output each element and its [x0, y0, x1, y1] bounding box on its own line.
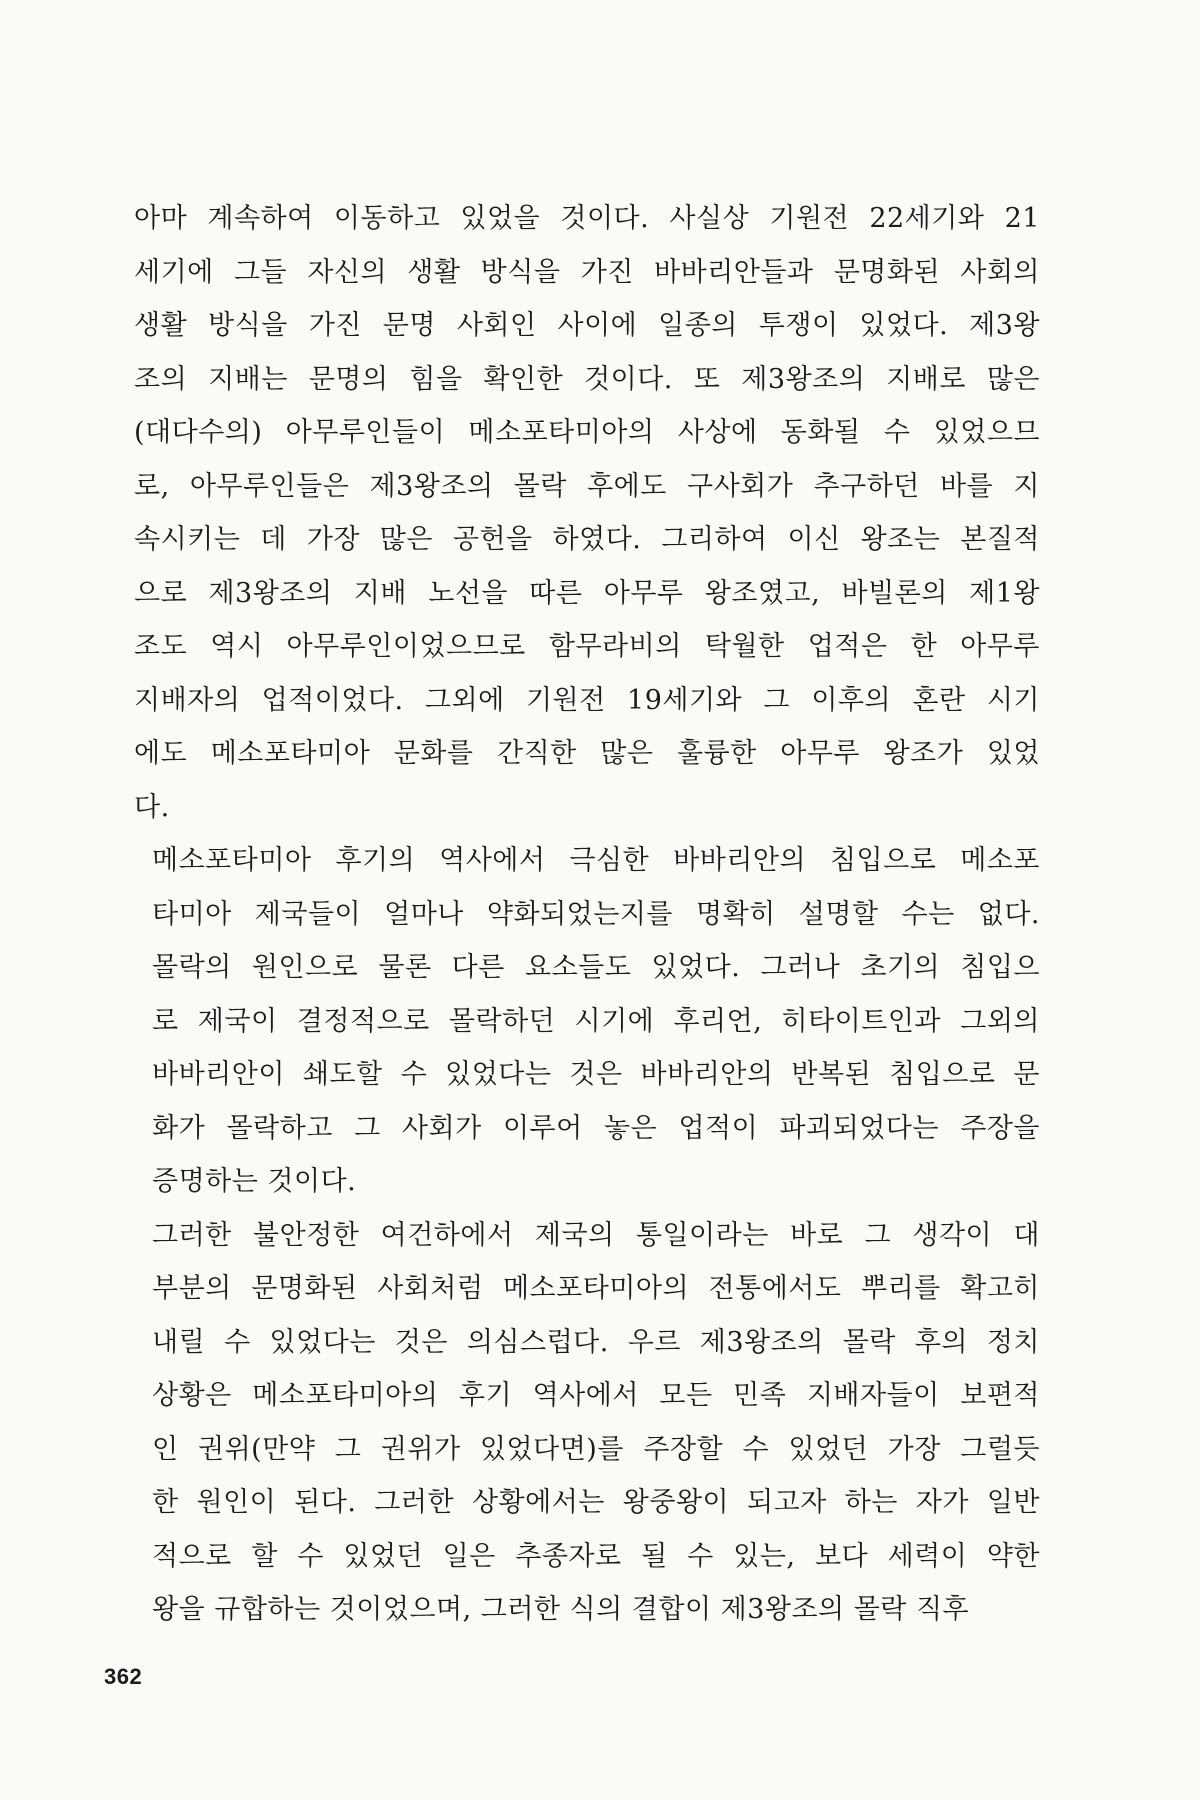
- text-line: 지배자의 업적이었다. 그외에 기원전 19세기와 그 이후의 혼란 시기: [134, 684, 1040, 716]
- text-line: 속시키는 데 가장 많은 공헌을 하였다. 그리하여 이신 왕조는 본질적: [134, 524, 1040, 555]
- text-line: 로, 아무루인들은 제3왕조의 몰락 후에도 구사회가 추구하던 바를 지: [134, 470, 1040, 502]
- paragraph-1: [134, 192, 1040, 834]
- text-line: 내릴 수 있었다는 것은 의심스럽다. 우르 제3왕조의 몰락 후의 정치: [152, 1326, 1040, 1358]
- text-line: 다.: [134, 791, 170, 823]
- text-line: 타미아 제국들이 얼마나 약화되었는지를 명확히 설명할 수는 없다.: [152, 898, 1040, 930]
- text-line: 몰락의 원인으로 물론 다른 요소들도 있었다. 그러나 초기의 침입으: [152, 952, 1040, 983]
- text-line: 조의 지배는 문명의 힘을 확인한 것이다. 또 제3왕조의 지배로 많은: [134, 363, 1040, 395]
- page-number: 362: [104, 1664, 143, 1689]
- text-line: 메소포타미아 후기의 역사에서 극심한 바바리안의 침입으로 메소포: [152, 845, 1040, 876]
- paragraph-2: [134, 834, 1040, 1209]
- paragraph-3: [134, 1209, 1040, 1637]
- text-line: 왕을 규합하는 것이었으며, 그러한 식의 결합이 제3왕조의 몰락 직후: [152, 1594, 970, 1625]
- text-line: 로 제국이 결정적으로 몰락하던 시기에 후리언, 히타이트인과 그외의: [152, 1005, 1040, 1037]
- body-text: [134, 192, 1040, 1637]
- text-line: 에도 메소포타미아 문화를 간직한 많은 훌륭한 아무루 왕조가 있었: [134, 738, 1040, 769]
- text-line: 바바리안이 쇄도할 수 있었다는 것은 바바리안의 반복된 침입으로 문: [152, 1059, 1040, 1090]
- text-line: 적으로 할 수 있었던 일은 추종자로 될 수 있는, 보다 세력이 약한: [152, 1540, 1040, 1572]
- text-line: 세기에 그들 자신의 생활 방식을 가진 바바리안들과 문명화된 사회의: [134, 256, 1040, 288]
- text-line: 그러한 불안정한 여건하에서 제국의 통일이라는 바로 그 생각이 대: [152, 1219, 1040, 1251]
- text-line: (대다수의) 아무루인들이 메소포타미아의 사상에 동화될 수 있었으므: [134, 417, 1040, 448]
- text-line: 화가 몰락하고 그 사회가 이루어 놓은 업적이 파괴되었다는 주장을: [152, 1112, 1040, 1144]
- text-line: 으로 제3왕조의 지배 노선을 따른 아무루 왕조였고, 바빌론의 제1왕: [134, 577, 1040, 609]
- text-line: 조도 역시 아무루인이었으므로 함무라비의 탁월한 업적은 한 아무루: [134, 631, 1040, 662]
- text-line: 인 권위(만약 그 권위가 있었다면)를 주장할 수 있었던 가장 그럴듯: [152, 1433, 1040, 1465]
- text-line: 생활 방식을 가진 문명 사회인 사이에 일종의 투쟁이 있었다. 제3왕: [134, 310, 1040, 341]
- text-line: 아마 계속하여 이동하고 있었을 것이다. 사실상 기원전 22세기와 21: [134, 203, 1040, 234]
- text-line: 부분의 문명화된 사회처럼 메소포타미아의 전통에서도 뿌리를 확고히: [152, 1273, 1040, 1304]
- text-line: 상황은 메소포타미아의 후기 역사에서 모든 민족 지배자들이 보편적: [152, 1380, 1040, 1411]
- text-line: 증명하는 것이다.: [152, 1166, 357, 1197]
- text-line: 한 원인이 된다. 그러한 상황에서는 왕중왕이 되고자 하는 자가 일반: [152, 1487, 1040, 1518]
